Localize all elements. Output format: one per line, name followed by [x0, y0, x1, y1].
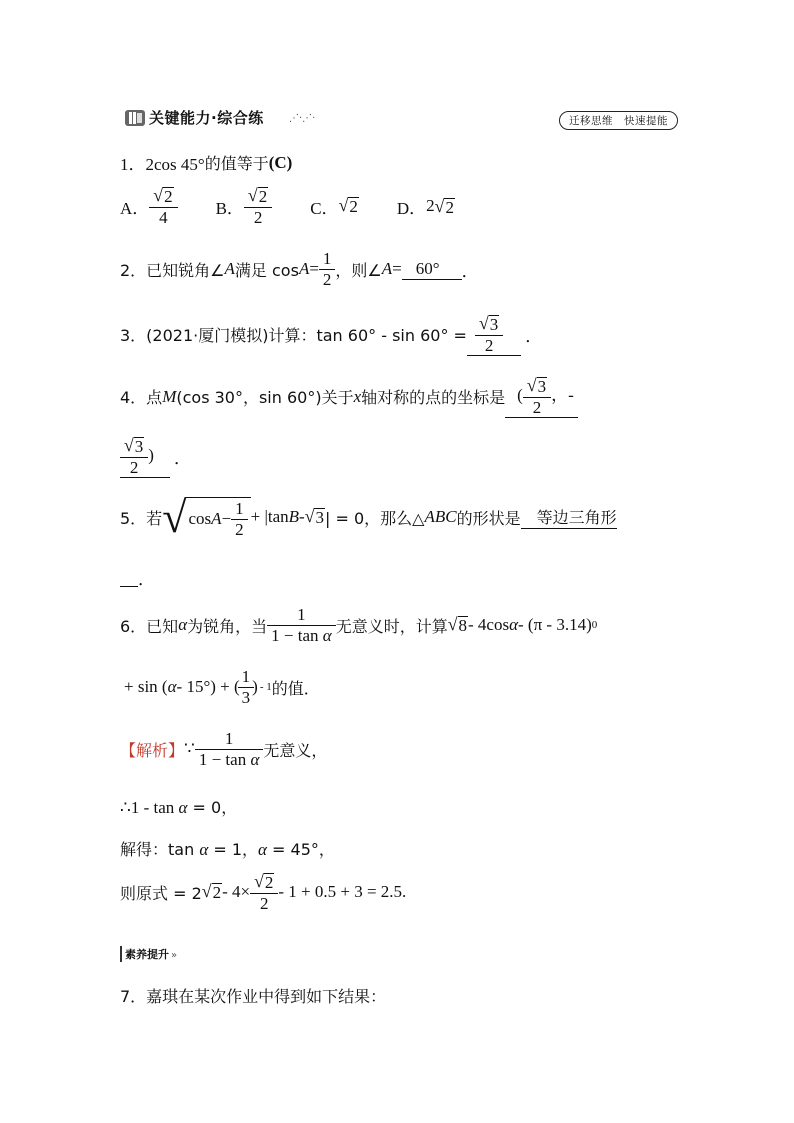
- q4-answer-part2: √ 3 2 ): [120, 436, 170, 478]
- solution-line-1: 【解析】 ∵ $\frac{1}{\text{1 − tan α}}$ 无意义，: [120, 729, 328, 769]
- q1-option-a-value: √ 2 4: [151, 186, 175, 227]
- section-badge: 迁移思维 快速提能: [559, 111, 678, 130]
- question-6-cont: + sin ( α - 15°) + ( $\frac{1}{3}$ ) - 1 的值．: [124, 667, 320, 707]
- q3-answer: √ 3 2: [467, 314, 521, 356]
- book-icon: [124, 108, 146, 128]
- double-arrow-icon: »: [171, 950, 178, 961]
- question-3: 3．(2021·厦门模拟)计算：tan 60° - sin 60° = √ 3 2 ．: [120, 313, 543, 355]
- q1-option-b-value: √ 2 2: [246, 186, 270, 227]
- q1-option-b-label: B．: [215, 198, 244, 218]
- q1-answer: (C): [268, 152, 293, 172]
- question-4-cont: √ 3 2 ) ．: [120, 436, 191, 478]
- q1-option-c-label: C．: [310, 198, 339, 218]
- question-1: [120, 150, 292, 175]
- question-5-cont: ．: [120, 565, 155, 590]
- solution-line-3: 解得：tan α = 1，α = 45°，: [120, 840, 335, 859]
- decorative-dots: ⋰·⋰·: [289, 113, 316, 124]
- q1-option-c-value: √ 2: [338, 195, 358, 217]
- q1-stem-post: 的值等于: [204, 154, 269, 173]
- q1-option-a-label: A．: [120, 198, 150, 218]
- question-5: 5．若 √ cos A − $\frac{1}{2}$ + |tan B - √ 3 | = 0，那么△ ABC 的形状是 等边三角形: [120, 493, 617, 542]
- q4-answer-part1: ( √ 3 2 ，-: [505, 376, 578, 418]
- section-tag: 素养提升 »: [120, 946, 177, 962]
- solution-line-2: ∴1 - tan α = 0，: [120, 798, 238, 817]
- q1-option-d-value: 2 √ 2: [426, 195, 454, 217]
- question-7: 7．嘉琪在某次作业中得到如下结果：: [120, 987, 387, 1006]
- q2-fraction: $\frac{1}{2}$: [321, 250, 334, 289]
- question-4: 4．点 M (cos 30°，sin 60°)关于 x 轴对称的点的坐标是 ( √ 3 2 ，-: [120, 376, 578, 418]
- solution-tag: 【解析】: [120, 740, 185, 760]
- section-title: 关键能力·综合练: [149, 109, 264, 127]
- q2-answer: 60°: [402, 259, 462, 280]
- solution-line-4: 则原式 = 2 √ 2 - 4× √ 2 2 - 1 + 0.5 + 3 = 2.5.: [120, 871, 407, 913]
- question-1-options: [120, 186, 455, 227]
- question-2: 2．已知锐角∠ A 满足 cos A = $\frac{1}{2}$ ，则∠ A = 60° ．: [120, 249, 479, 289]
- q1-option-d-label: D．: [396, 198, 427, 218]
- q5-answer: 等边三角形: [521, 505, 617, 529]
- q5-radical: √ cos A − $\frac{1}{2}$: [162, 496, 250, 539]
- q6-fraction: $\frac{1}{\text{1 − tan α}}$: [269, 606, 334, 645]
- q1-stem-pre: 1．2cos 45°: [120, 155, 205, 174]
- question-6: 6．已知 α 为锐角，当 $\frac{1}{\text{1 − tan α}}$ 无意义时，计算 √ 8 - 4cos α - (π - 3.14) 0: [120, 605, 598, 645]
